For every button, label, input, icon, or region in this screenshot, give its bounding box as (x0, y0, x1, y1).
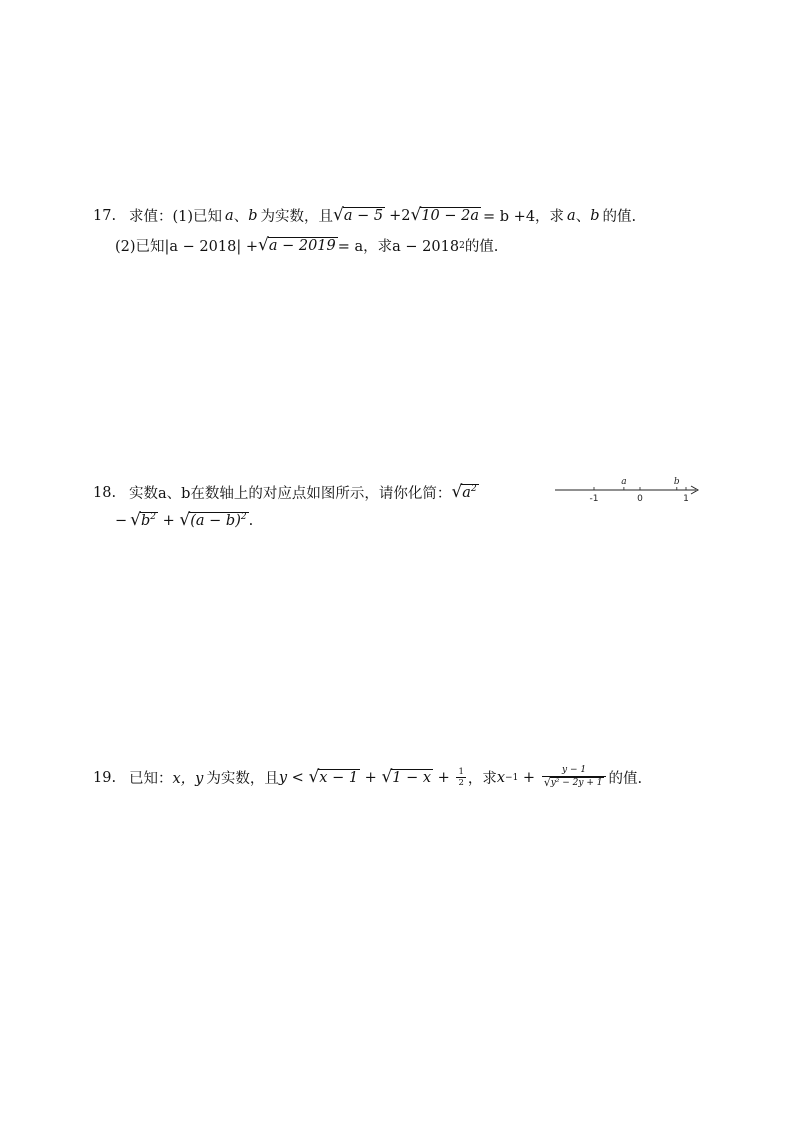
number-line (553, 474, 703, 504)
q19-line1: 19. 已知： x，y 为实数，且 y < √ x − 1 + √ 1 − x + $\frac{1}{2}$ ，求 x −1 + y − 1 √ y² − 2y + 1 的值. (93, 765, 643, 789)
q17-p2-mid: = a，求a − 2018 (337, 239, 460, 255)
q17-number: 17. (93, 207, 117, 224)
q19-half-denominator: 2 (458, 777, 464, 788)
q19-frac-numerator: y − 1 (562, 765, 587, 775)
q19-sqrt2 (381, 766, 433, 787)
q19-tail: 的值. (608, 771, 643, 788)
q18-plus: + (158, 512, 180, 529)
radical-sign: √ (333, 204, 344, 225)
q17-line2: (2)已知|a − 2018| + √ a − 2019 = a，求a − 2018 2 的值. (115, 234, 499, 255)
q17-var-b2: b (590, 207, 600, 224)
q17-var-a2: a (567, 207, 576, 224)
q18-sqrt-b2 (130, 512, 158, 530)
radical-sign: √ (308, 766, 320, 787)
q19-half-numerator: 1 (458, 766, 464, 777)
q18-radicand-b (140, 512, 158, 530)
radical-sign: √ (451, 481, 463, 502)
q17-eq: = b +4，求 (483, 209, 565, 225)
radical-sign: √ (130, 510, 141, 530)
q18-sqrt-ab (179, 512, 248, 530)
q19-plus3: + (518, 769, 540, 786)
q17-sep: 、 (233, 209, 249, 225)
q17-line1 (93, 205, 636, 226)
q17-tail: 的值. (602, 209, 637, 225)
radical-sign: √ (257, 234, 269, 255)
q17-radicand2: 10 − 2a (421, 207, 480, 224)
q19-ineq-lhs: y < (278, 769, 309, 786)
q17-p2-prefix: (2)已知|a − 2018| + (115, 239, 258, 255)
q17-plus2: +2 (389, 207, 411, 224)
q18-end: . (248, 512, 254, 529)
q19-number: 19. (93, 769, 117, 786)
point-label-a: a (621, 477, 627, 487)
q18-sqrt-a2 (451, 481, 478, 502)
q18-var-a: a (462, 484, 471, 501)
q17-p2-tail: 的值. (464, 239, 499, 255)
q19-radicand1: x − 1 (319, 769, 359, 786)
q19-prefix: 已知： (129, 771, 173, 788)
q19-frac-radicand: y² − 2y + 1 (550, 777, 603, 788)
point-label-b: b (673, 477, 680, 487)
q19-fraction (542, 766, 607, 790)
q18-radicand-ab (189, 512, 248, 530)
radical-sign: √ (381, 766, 393, 787)
q17-p2-radicand: a − 2019 (268, 237, 336, 254)
q18-line1 (93, 482, 479, 503)
q19-radicand2: 1 − x (392, 769, 432, 786)
radical-sign: √ (179, 510, 191, 530)
q17-var-a: a (225, 207, 234, 224)
radical-sign: √ (543, 775, 551, 789)
q17-prefix: 求值：(1)已知 (129, 209, 223, 225)
q19-sqrt1 (308, 766, 360, 787)
q18-var-b: b (141, 513, 151, 529)
q17-condition: 为实数，且 (260, 209, 333, 225)
q18-exp-b: 2 (150, 512, 157, 522)
q19-xinv: x (496, 769, 506, 786)
q19-plus2: + (433, 769, 455, 786)
q18-exp-ab: 2 (240, 512, 247, 522)
q18-text: 实数a、b在数轴上的对应点如图所示，请你化简： (129, 486, 452, 502)
q19-frac-denominator (542, 776, 607, 790)
q17-p2-sqrt (257, 234, 338, 255)
q18-radicand-a (461, 484, 478, 502)
q17-var-b: b (248, 207, 258, 224)
q19-frac-sqrt (544, 777, 605, 789)
q19-vars: x，y (172, 771, 204, 788)
q18-expr-ab: (a − b) (190, 513, 241, 529)
q18-line2 (115, 512, 253, 530)
q19-half (456, 768, 465, 789)
q19-plus: + (360, 769, 382, 786)
axis-tick-label: -1 (589, 494, 599, 504)
q17-sqrt1 (333, 204, 385, 225)
q17-sep2: 、 (575, 209, 591, 225)
axis-tick-label: 0 (637, 494, 643, 504)
q18-number: 18. (93, 484, 117, 501)
radical-sign: √ (410, 204, 422, 225)
q19-cond: 为实数，且 (206, 771, 279, 788)
q17-sqrt2 (410, 204, 481, 225)
q17-radicand1: a − 5 (343, 207, 384, 224)
q19-ask: ，求 (467, 771, 497, 788)
q18-exp: 2 (470, 483, 477, 494)
axis-tick-label: 1 (683, 494, 689, 504)
q18-minus: − (115, 512, 128, 529)
